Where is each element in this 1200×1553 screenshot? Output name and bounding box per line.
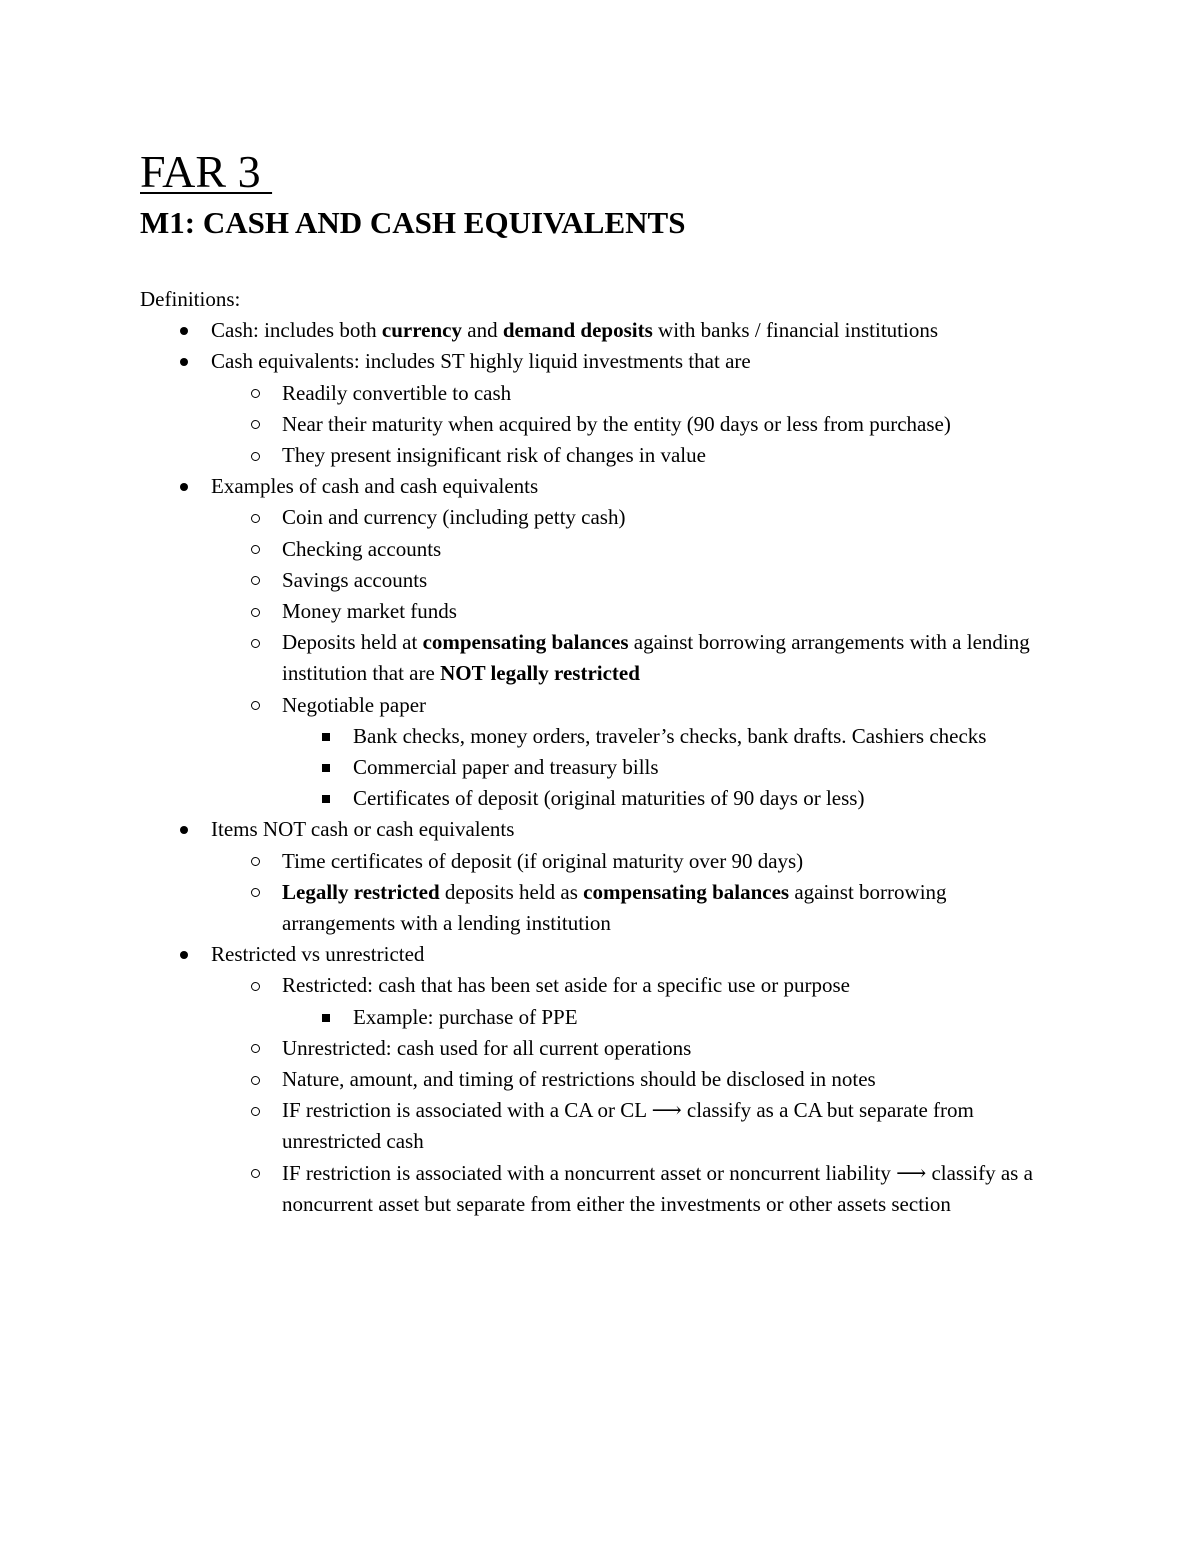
bullet-circle-icon [245,502,265,533]
cash-text-2: and [462,318,503,343]
list-item [282,1064,1060,1095]
legal-text-2: against borrowing arrangements with a lending institution [282,879,947,936]
bullet-circle-icon [245,534,265,565]
bullet-square-icon [316,783,336,814]
list-item [282,846,1060,877]
examples-text: Examples of cash and cash equivalents [211,474,539,499]
restricted-text: Restricted vs unrestricted [211,942,425,967]
deposits-text-1: Deposits held at [282,630,423,655]
list-item [282,1158,1060,1220]
bullet-circle-icon [245,690,265,721]
list-item [353,752,1060,783]
bullet-square-icon [316,1002,336,1033]
cash-text-1: Cash: includes both [211,318,382,343]
bullet-disc-icon [174,346,194,377]
list-item-text: Unrestricted: cash used for all current operations [282,1035,692,1060]
list-item-deposits [282,627,1060,689]
not-cash-text: Items NOT cash or cash equivalents [211,817,515,842]
negotiable-text: Negotiable paper [282,692,427,717]
list-item-text: Restricted: cash that has been set aside for a specific use or purpose [282,973,850,998]
page-title: FAR 3 [140,146,273,197]
bullet-circle-icon [245,1158,265,1189]
list-item [282,502,1060,533]
list-item-text: Near their maturity when acquired by the entity (90 days or less from purchase) [282,411,951,436]
list-item [282,378,1060,409]
restricted-example-sublist [282,1002,1060,1033]
legal-bold-compensating: compensating balances [583,879,790,904]
cash-bold-demand-deposits: demand deposits [502,318,653,343]
definitions-label: Definitions: [140,287,241,311]
bullet-disc-icon [174,939,194,970]
deposits-bold-not-restricted: NOT legally restricted [440,661,640,686]
list-item-text: Nature, amount, and timing of restrictions should be disclosed in notes [282,1067,876,1092]
bullet-disc-icon [174,315,194,346]
cash-text-3: with banks / financial institutions [652,318,939,343]
list-item-restricted [211,939,1060,1220]
bullet-circle-icon [245,409,265,440]
bullet-square-icon [316,752,336,783]
list-item-text: Time certificates of deposit (if original maturity over 90 days) [282,848,804,873]
list-item [282,1095,1060,1157]
negotiable-sublist [282,721,1060,815]
restricted-sublist [211,970,1060,1220]
bullet-disc-icon [174,814,194,845]
list-item-text: Example: purchase of PPE [353,1004,578,1029]
definitions-list [140,315,1060,1220]
cash-equivalents-sublist [211,378,1060,472]
list-item [282,596,1060,627]
list-item-legally-restricted [282,877,1060,939]
cash-bold-currency: currency [381,318,462,343]
bullet-circle-icon [245,1064,265,1095]
list-item-text: Coin and currency (including petty cash) [282,505,626,530]
bullet-disc-icon [174,471,194,502]
bullet-circle-icon [245,565,265,596]
list-item [353,783,1060,814]
list-item-text: Bank checks, money orders, traveler’s checks, bank drafts. Cashiers checks [353,723,987,748]
document-body [140,284,1060,1220]
list-item [353,1002,1060,1033]
list-item-text: They present insignificant risk of changes in value [282,443,706,468]
bullet-circle-icon [245,1033,265,1064]
bullet-circle-icon [245,846,265,877]
cash-equivalents-text: Cash equivalents: includes ST highly liquid investments that are [211,349,751,374]
bullet-circle-icon [245,378,265,409]
list-item-text: Certificates of deposit (original maturities of 90 days or less) [353,786,865,811]
bullet-square-icon [316,721,336,752]
bullet-circle-icon [245,440,265,471]
list-item-text: Readily convertible to cash [282,380,512,405]
list-item-negotiable [282,690,1060,815]
list-item-text: Commercial paper and treasury bills [353,755,659,780]
legal-text-1: deposits held as [439,879,584,904]
list-item-text: Checking accounts [282,536,442,561]
list-item [282,1033,1060,1064]
bullet-circle-icon [245,970,265,1001]
list-item [282,409,1060,440]
list-item-cash-equivalents [211,346,1060,471]
list-item [282,970,1060,1032]
bullet-circle-icon [245,877,265,908]
list-item [353,721,1060,752]
page-subtitle: M1: CASH AND CASH EQUIVALENTS [140,205,686,240]
legal-bold-restricted: Legally restricted [282,879,440,904]
list-item [282,440,1060,471]
list-item-cash [211,315,1060,346]
examples-sublist [211,502,1060,814]
deposits-text-2: against borrowing arrangements with a lending institution that are [282,630,1030,686]
list-item-text: Money market funds [282,599,457,624]
bullet-circle-icon [245,627,265,658]
list-item-examples [211,471,1060,814]
deposits-bold-compensating: compensating balances [422,630,629,655]
list-item-text: Savings accounts [282,567,428,592]
list-item [282,565,1060,596]
not-cash-sublist [211,846,1060,940]
list-item [282,534,1060,565]
bullet-circle-icon [245,596,265,627]
list-item-not-cash [211,814,1060,939]
list-item-text: IF restriction is associated with a noncurrent asset or noncurrent liability ⟶ classify as a noncurrent asset but separate from either the investments or other assets section [282,1160,1033,1216]
bullet-circle-icon [245,1095,265,1126]
list-item-text: IF restriction is associated with a CA or CL ⟶ classify as a CA but separate from unrestricted cash [282,1098,974,1154]
